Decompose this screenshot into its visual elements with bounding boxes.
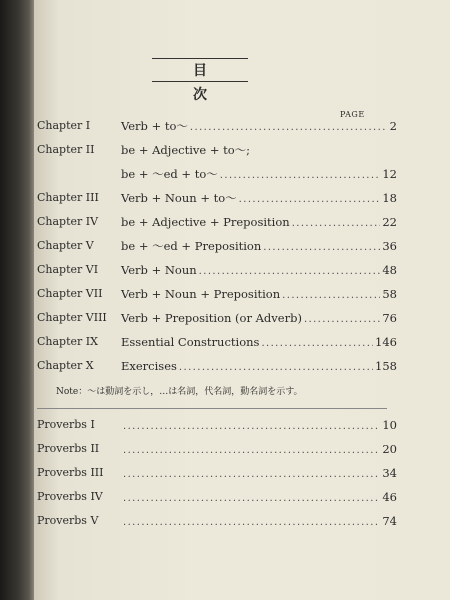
leader-dots: [123, 490, 380, 508]
toc-chapter-row: [37, 261, 397, 279]
entry-label: Chapter IX: [37, 335, 98, 348]
leader-dots: [261, 335, 373, 353]
entry-title-line: [121, 237, 397, 257]
entry-title-line: [121, 261, 397, 281]
page-number: 36: [382, 239, 397, 253]
entry-title-line: [121, 357, 397, 377]
entry-title: be + ～ed + to～: [121, 167, 218, 181]
toc-proverb-row: [37, 464, 397, 482]
toc-proverb-row: [37, 440, 397, 458]
leader-dots: [190, 119, 385, 137]
toc-chapter-row: [37, 333, 397, 351]
entry-label: Chapter VIII: [37, 311, 107, 324]
entry-label: Proverbs V: [37, 514, 99, 527]
entry-label: Chapter I: [37, 119, 91, 132]
toc-chapter-row: [37, 285, 397, 303]
toc-chapter-row: [37, 165, 397, 183]
page-number: 48: [382, 263, 397, 277]
leader-dots: [239, 191, 381, 209]
entry-label: Chapter III: [37, 191, 99, 204]
page-number: 46: [382, 490, 397, 504]
leader-dots: [123, 514, 380, 532]
entry-title-line: [121, 464, 397, 484]
page-number: 34: [382, 466, 397, 480]
entry-label: Chapter X: [37, 359, 94, 372]
page-number: 12: [382, 167, 397, 181]
entry-label: Proverbs II: [37, 442, 100, 455]
entry-label: Chapter II: [37, 143, 95, 156]
leader-dots: [123, 466, 380, 484]
leader-dots: [282, 287, 380, 305]
leader-dots: [179, 359, 373, 377]
entry-title: Verb + Preposition (or Adverb): [121, 311, 302, 325]
entry-title-line: [121, 512, 397, 532]
section-divider: [37, 408, 387, 409]
entry-label: Chapter IV: [37, 215, 99, 228]
page-number: 58: [382, 287, 397, 301]
entry-title: be + Adjective + to～;: [121, 143, 251, 157]
entry-title-line: [121, 488, 397, 508]
page-number: 22: [382, 215, 397, 229]
entry-title: Verb + Noun + Preposition: [121, 287, 281, 301]
entry-title-line: [121, 440, 397, 460]
toc-proverb-row: [37, 488, 397, 506]
entry-title-line: [121, 333, 397, 353]
entry-label: Proverbs I: [37, 418, 95, 431]
entry-title: Verb + Noun + to～: [121, 191, 237, 205]
entry-title: be + Adjective + Preposition: [121, 215, 290, 229]
note-text: Note：～は動詞を示し，…は名詞，代名詞，動名詞を示す。: [56, 387, 303, 397]
page-number: 76: [382, 311, 397, 325]
leader-dots: [199, 263, 381, 281]
entry-label: Chapter VI: [37, 263, 99, 276]
entry-label: Proverbs III: [37, 466, 104, 479]
toc-chapter-row: [37, 117, 397, 135]
page-number: 20: [382, 442, 397, 456]
toc-chapter-row: [37, 213, 397, 231]
toc-proverb-row: [37, 512, 397, 530]
entry-title-line: [121, 141, 397, 159]
leader-dots: [220, 167, 381, 185]
entry-label: Chapter VII: [37, 287, 103, 300]
entry-title-line: [121, 189, 397, 209]
entry-title-line: [121, 309, 397, 329]
entry-label: Chapter V: [37, 239, 94, 252]
leader-dots: [123, 442, 380, 460]
page-number: 18: [382, 191, 397, 205]
entry-title-line: [121, 285, 397, 305]
entry-title: Exercises: [121, 359, 177, 373]
toc-chapter-row: [37, 141, 397, 159]
entry-title: Essential Constructions: [121, 335, 260, 349]
toc-chapter-row: [37, 189, 397, 207]
page-title: 目 次: [152, 58, 248, 82]
entry-title: Verb + Noun: [121, 263, 197, 277]
page-number: 10: [382, 418, 397, 432]
leader-dots: [263, 239, 380, 257]
leader-dots: [292, 215, 381, 233]
page-number: 158: [375, 359, 397, 373]
book-spine-shadow: [0, 0, 34, 600]
leader-dots: [123, 418, 380, 436]
entry-title-line: [121, 117, 397, 137]
page-number: 146: [375, 335, 397, 349]
entry-title-line: [121, 213, 397, 233]
toc-chapter-row: [37, 237, 397, 255]
entry-title-line: [121, 165, 397, 185]
page-number: 2: [389, 119, 397, 133]
page-column-label: PAGE: [340, 110, 365, 119]
entry-title-line: [121, 416, 397, 436]
entry-title: be + ～ed + Preposition: [121, 239, 262, 253]
page-number: 74: [382, 514, 397, 528]
toc-chapter-row: [37, 309, 397, 327]
leader-dots: [304, 311, 380, 329]
toc-proverb-row: [37, 416, 397, 434]
toc-chapter-row: [37, 357, 397, 375]
entry-title: Verb + to～: [121, 119, 188, 133]
entry-label: Proverbs IV: [37, 490, 103, 503]
